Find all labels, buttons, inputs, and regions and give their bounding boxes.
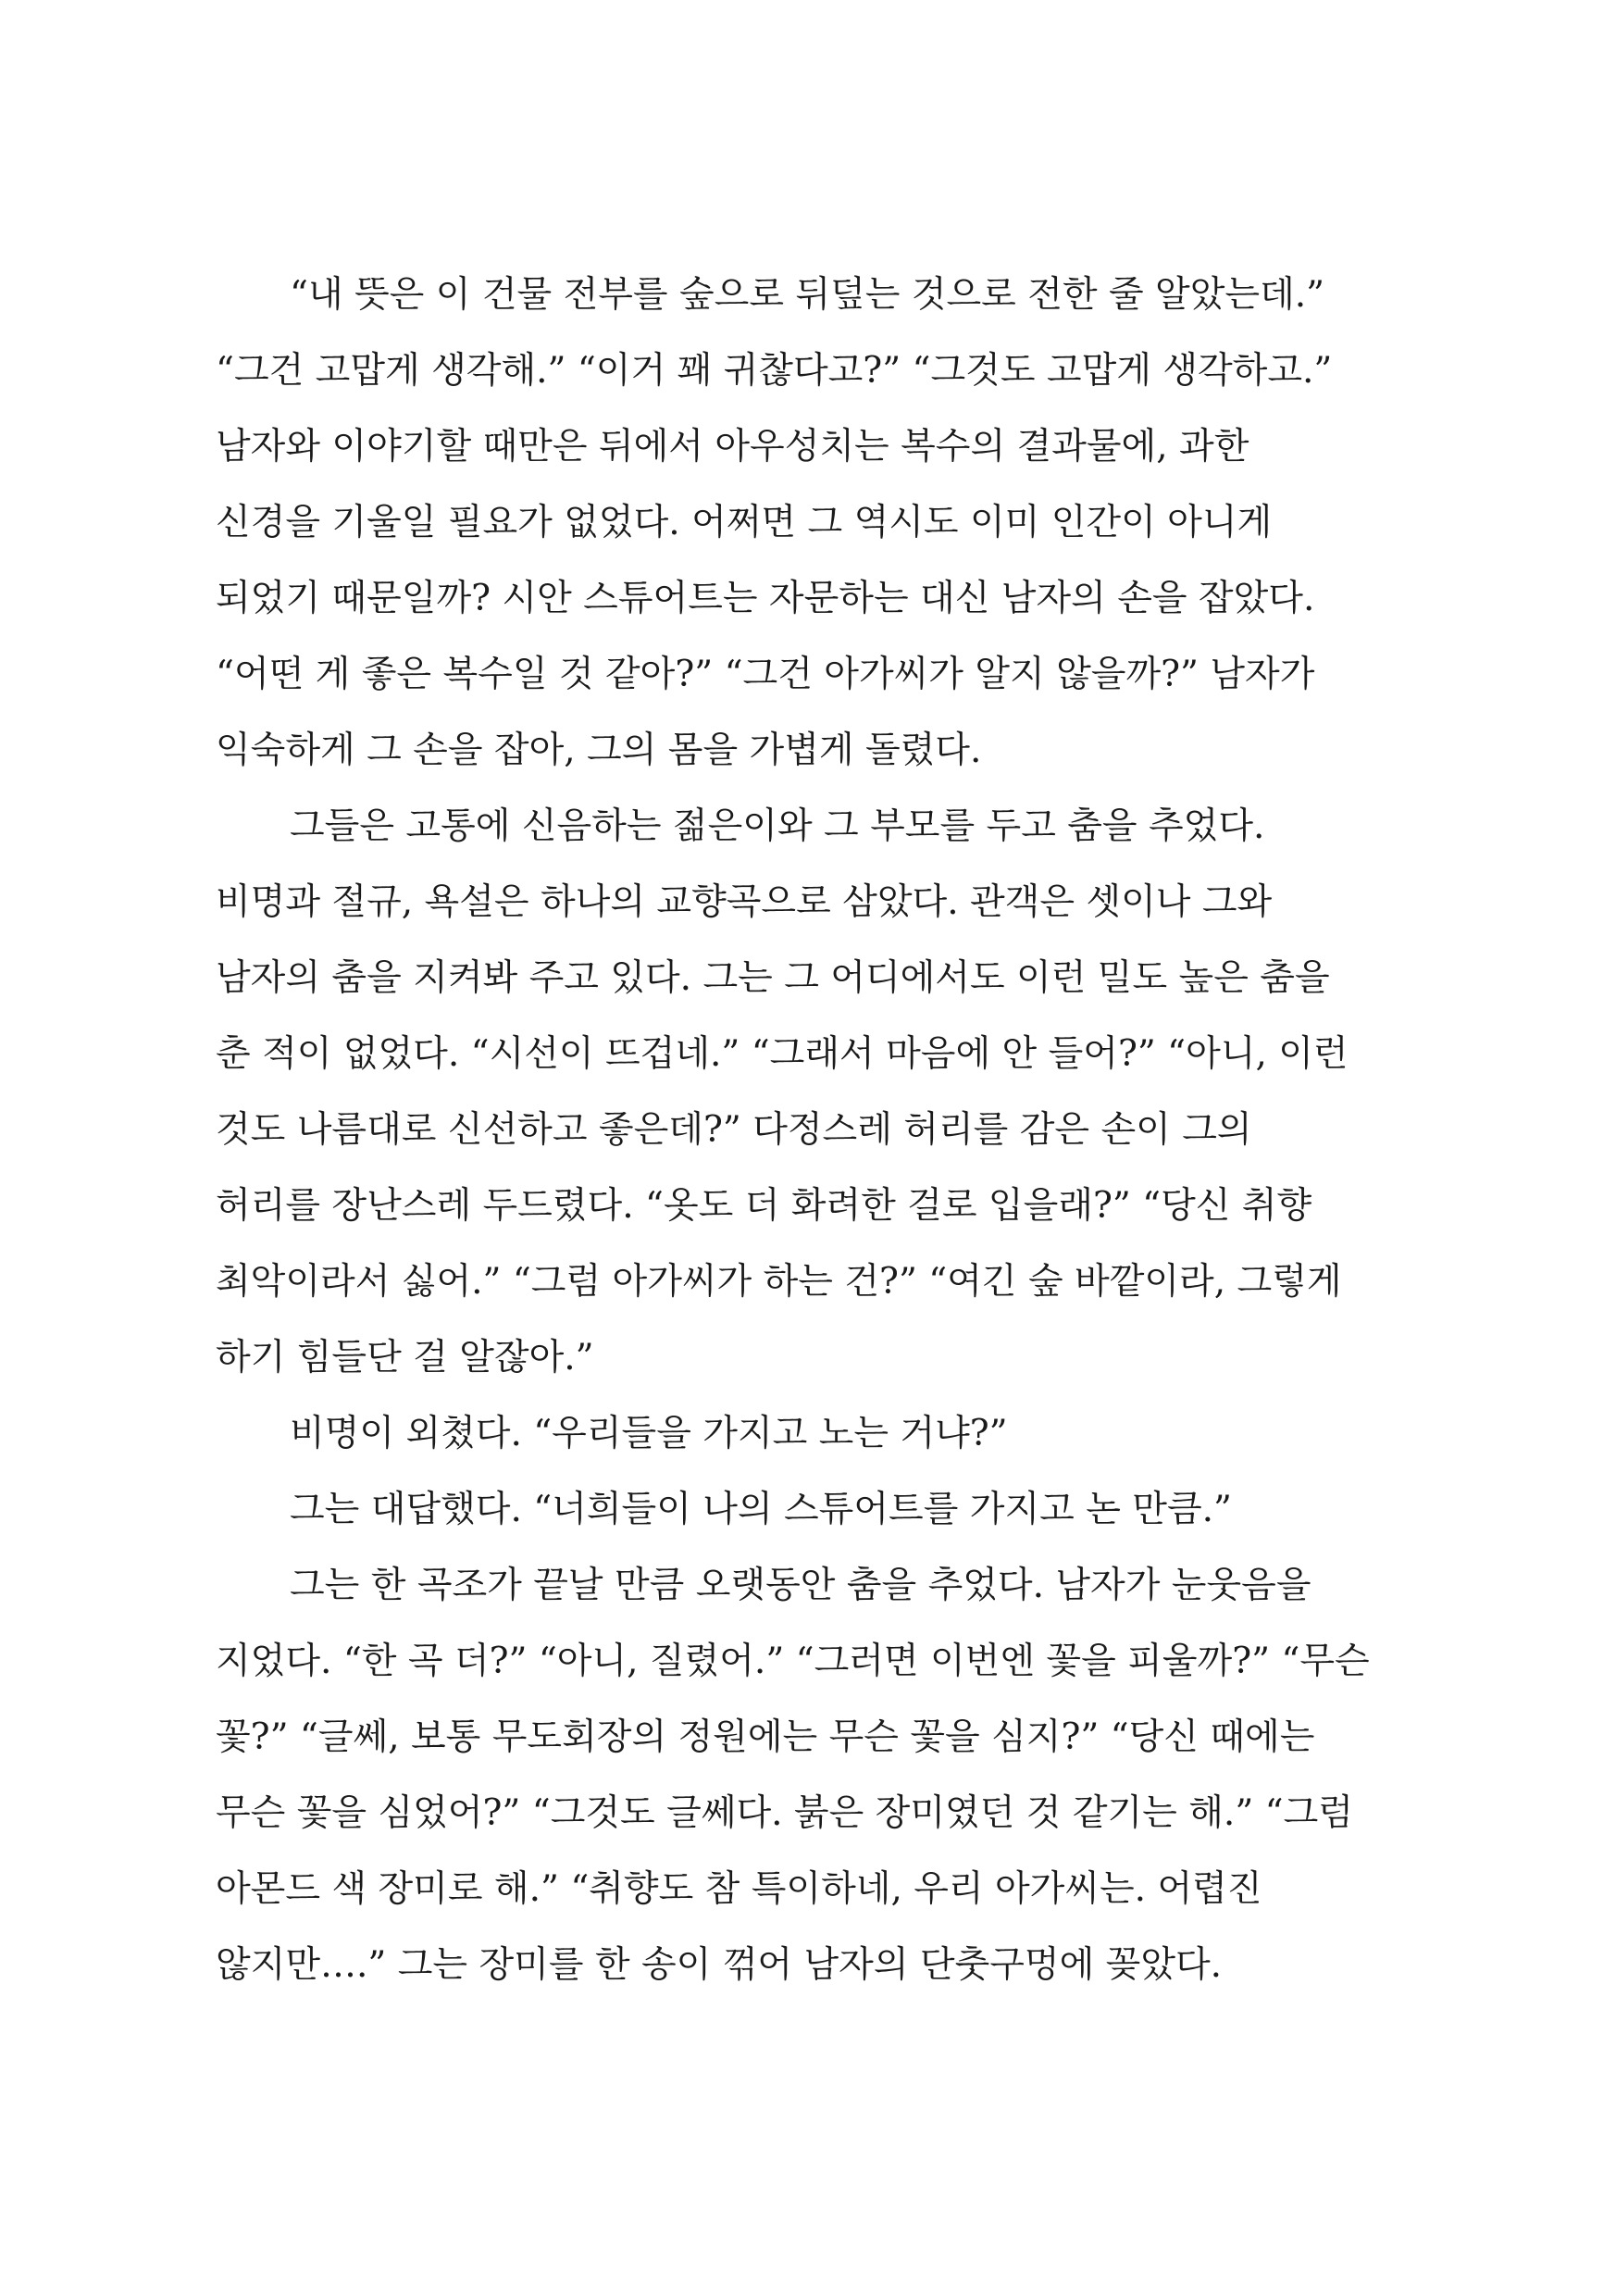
text-line: 아몬드 색 장미로 해.” “취향도 참 특이하네, 우리 아가씨는. 어렵진 xyxy=(216,1868,1262,1910)
text-line: 꽃?” “글쎄, 보통 무도회장의 정원에는 무슨 꽃을 심지?” “당신 때에는 xyxy=(216,1716,1315,1758)
text-line: 신경을 기울일 필요가 없었다. 어쩌면 그 역시도 이미 인간이 아니게 xyxy=(216,502,1273,543)
text-line: 익숙하게 그 손을 잡아, 그의 몸을 가볍게 돌렸다. xyxy=(216,730,982,771)
text-line: 것도 나름대로 신선하고 좋은데?” 다정스레 허리를 감은 손이 그의 xyxy=(216,1109,1252,1151)
text-line: 않지만….” 그는 장미를 한 송이 꺾어 남자의 단춧구멍에 꽂았다. xyxy=(216,1944,1223,1986)
text-line: 비명이 외쳤다. “우리들을 가지고 노는 거냐?” xyxy=(290,1413,1008,1454)
text-line: 되었기 때문일까? 시안 스튜어트는 자문하는 대신 남자의 손을 잡았다. xyxy=(216,578,1315,619)
text-line: “그건 고맙게 생각해.” “이거 꽤 귀찮다고?” “그것도 고맙게 생각하고.” xyxy=(216,350,1333,392)
text-line: 지었다. “한 곡 더?” “아니, 질렸어.” “그러면 이번엔 꽃을 피울까?” “무슨 xyxy=(216,1641,1370,1682)
text-line: 비명과 절규, 욕설은 하나의 교향곡으로 삼았다. 관객은 셋이나 그와 xyxy=(216,881,1273,923)
text-line: 하기 힘들단 걸 알잖아.” xyxy=(216,1337,594,1379)
text-line: 남자와 이야기할 때만은 뒤에서 아우성치는 복수의 결과물에, 과한 xyxy=(216,426,1249,468)
text-line: 그들은 고통에 신음하는 젊은이와 그 부모를 두고 춤을 추었다. xyxy=(290,805,1265,847)
text-line: 무슨 꽃을 심었어?” “그것도 글쎄다. 붉은 장미였던 것 같기는 해.” “그럼 xyxy=(216,1792,1353,1834)
text-line: 허리를 장난스레 두드렸다. “옷도 더 화려한 걸로 입을래?” “당신 취향 xyxy=(216,1185,1312,1227)
text-line: 남자의 춤을 지켜봐 주고 있다. 그는 그 어디에서도 이런 밀도 높은 춤을 xyxy=(216,957,1330,999)
text-line: 춘 적이 없었다. “시선이 뜨겁네.” “그래서 마음에 안 들어?” “아니, 이런 xyxy=(216,1033,1349,1075)
text-line: 그는 한 곡조가 끝날 만큼 오랫동안 춤을 추었다. 남자가 눈웃음을 xyxy=(290,1565,1311,1606)
text-line: 그는 대답했다. “너희들이 나의 스튜어트를 가지고 논 만큼.” xyxy=(290,1489,1232,1530)
text-line: “내 뜻은 이 건물 전부를 숲으로 뒤덮는 것으로 전한 줄 알았는데.” xyxy=(290,274,1325,316)
text-line: “어떤 게 좋은 복수일 것 같아?” “그건 아가씨가 알지 않을까?” 남자가 xyxy=(216,654,1315,695)
body-text xyxy=(216,257,1419,2003)
text-line: 최악이라서 싫어.” “그럼 아가씨가 하는 건?” “여긴 숲 바깥이라, 그렇게 xyxy=(216,1261,1342,1303)
